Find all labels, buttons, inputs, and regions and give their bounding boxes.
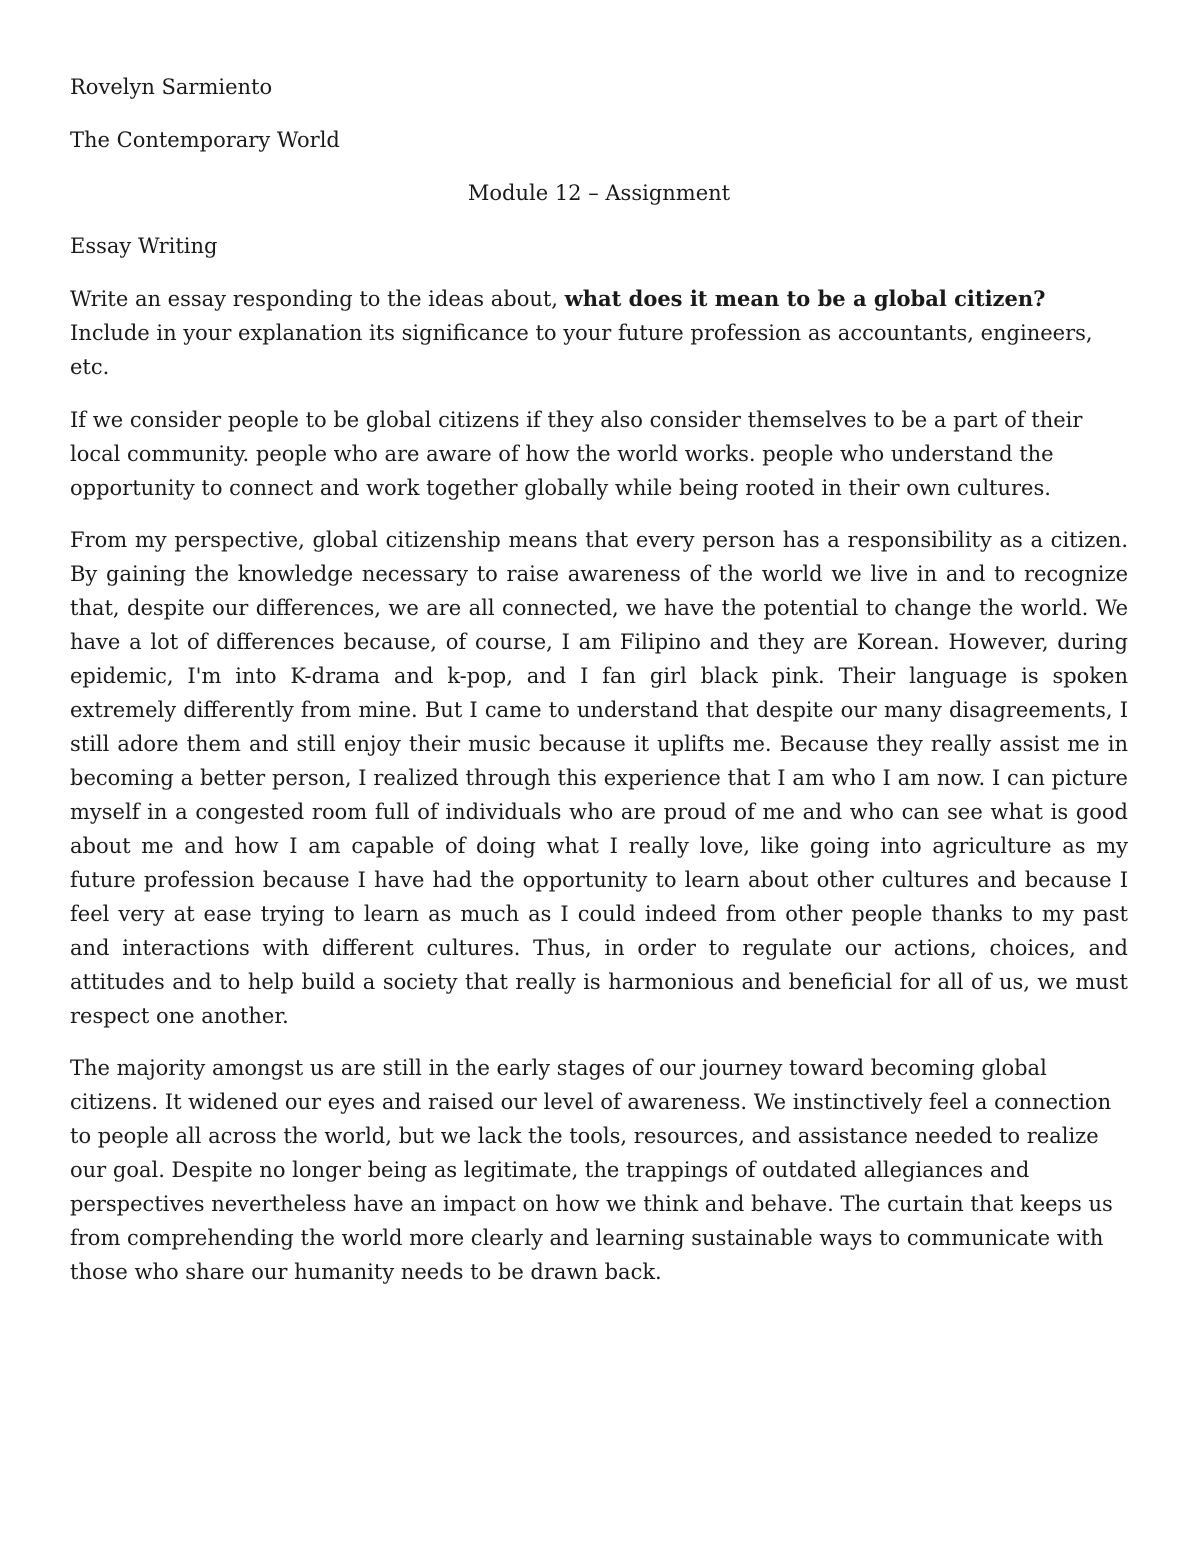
essay-paragraph-2: From my perspective, global citizenship means that every person has a responsibility as a citizen. By gaining the knowledge necessary to raise awareness of the world we live in and to recognize that, despite our differences, we are all connected, we have the potential to change the world. We have a lot of differences because, of course, I am Filipino and they are Korean. However, during epidemic, I'm into K-drama and k-pop, and I fan girl black pink. Their language is spoken extremely differently from mine. But I came to understand that despite our many disagreements, I still adore them and still enjoy their music because it uplifts me. Because they really assist me in becoming a better person, I realized through this experience that I am who I am now. I can picture myself in a congested room full of individuals who are proud of me and who can see what is good about me and how I am capable of doing what I really love, like going into agriculture as my future profession because I have had the opportunity to learn about other cultures and because I feel very at ease trying to learn as much as I could indeed from other people thanks to my past and interactions with different cultures. Thus, in order to regulate our actions, choices, and attitudes and to help build a society that really is harmonious and beneficial for all of us, we must respect one another. [70, 528, 1128, 1028]
module-title: Module 12 – Assignment [467, 181, 731, 205]
author-name: Rovelyn Sarmiento [70, 75, 273, 99]
essay-paragraph-1: If we consider people to be global citizens if they also consider themselves to be a part of their local community. people who are aware of how the world works. people who understand the opportunity to connect and work together globally while being rooted in their own cultures. [70, 408, 1083, 500]
course-title: The Contemporary World [70, 128, 340, 152]
essay-prompt [70, 282, 1128, 384]
prompt-instructions: Include in your explanation its significance to your future profession as accountants, engineers, etc. [70, 321, 1093, 379]
document-page [70, 70, 1128, 1307]
prompt-intro: Write an essay responding to the ideas about, [70, 287, 565, 311]
prompt-question: what does it mean to be a global citizen? [564, 286, 1046, 311]
essay-paragraph-3: The majority amongst us are still in the early stages of our journey toward becoming global citizens. It widened our eyes and raised our level of awareness. We instinctively feel a connection to people all across the world, but we lack the tools, resources, and assistance needed to realize our goal. Despite no longer being as legitimate, the trappings of outdated allegiances and perspectives nevertheless have an impact on how we think and behave. The curtain that keeps us from comprehending the world more clearly and learning sustainable ways to communicate with those who share our humanity needs to be drawn back. [70, 1056, 1113, 1284]
section-title: Essay Writing [70, 234, 218, 258]
